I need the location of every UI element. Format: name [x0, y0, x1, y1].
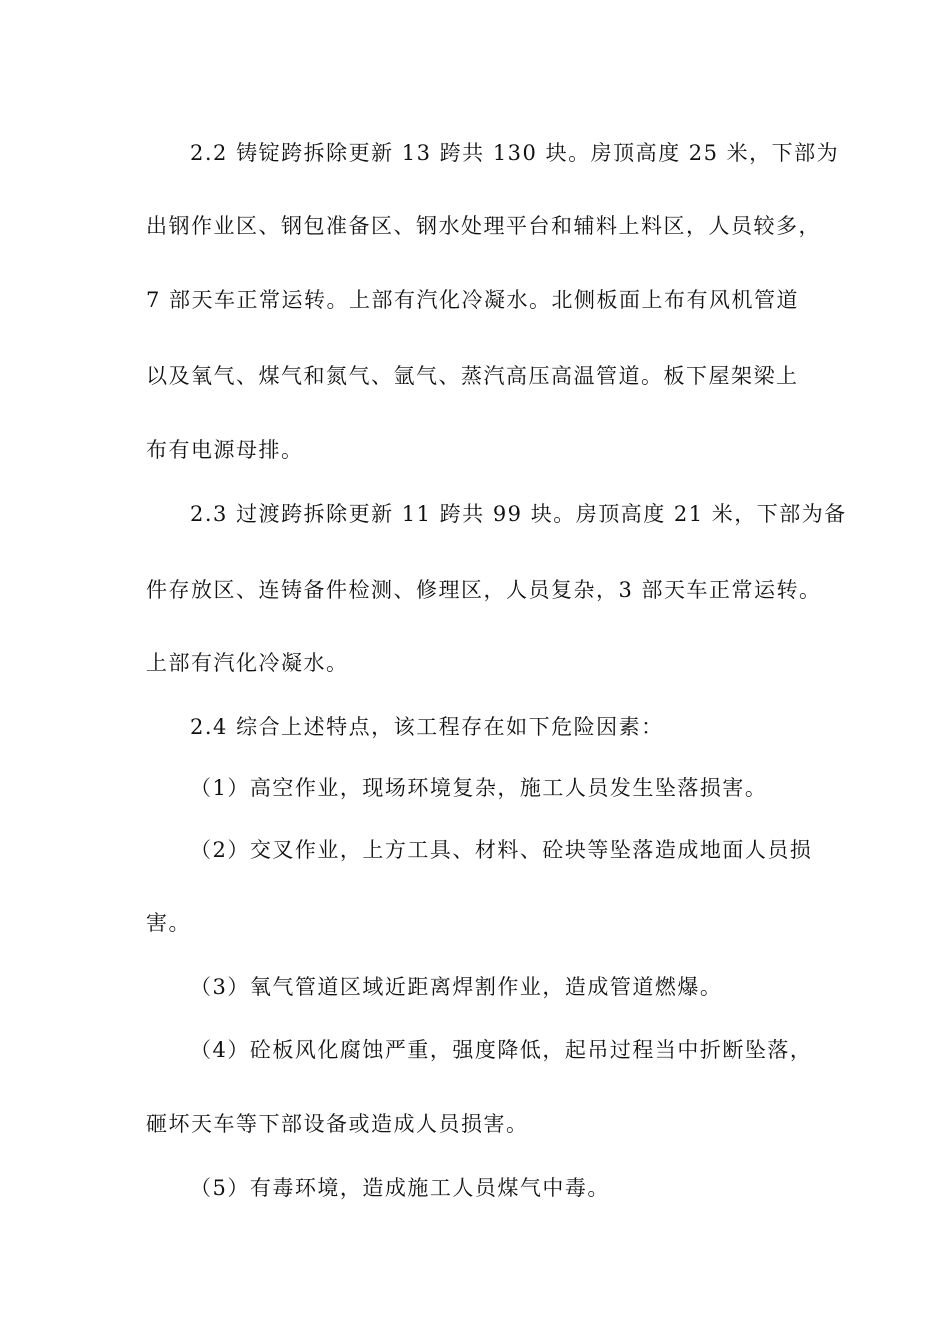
paragraph-2-2-line-3: 7 部天车正常运转。上部有汽化冷凝水。北侧板面上布有风机管道 — [146, 288, 800, 312]
hazard-item-2-line-2: 害。 — [146, 911, 191, 935]
hazard-item-2-line-1: （2）交叉作业，上方工具、材料、砼块等坠落造成地面人员损 — [190, 838, 813, 862]
paragraph-2-2-line-2: 出钢作业区、钢包准备区、钢水处理平台和辅料上料区，人员较多， — [146, 214, 821, 238]
hazard-item-4-line-2: 砸坏天车等下部设备或造成人员损害。 — [146, 1112, 529, 1136]
hazard-item-1: （1）高空作业，现场环境复杂，施工人员发生坠落损害。 — [190, 776, 768, 800]
hazard-item-4-line-1: （4）砼板风化腐蚀严重，强度降低，起吊过程当中折断坠落， — [190, 1038, 813, 1062]
paragraph-2-2-line-1: 2.2 铸锭跨拆除更新 13 跨共 130 块。房顶高度 25 米，下部为 — [190, 141, 840, 165]
hazard-item-5: （5）有毒环境，造成施工人员煤气中毒。 — [190, 1176, 610, 1200]
paragraph-2-2-line-4: 以及氧气、煤气和氮气、氩气、蒸汽高压高温管道。板下屋架梁上 — [146, 364, 799, 388]
paragraph-2-3-line-1: 2.3 过渡跨拆除更新 11 跨共 99 块。房顶高度 21 米，下部为备 — [190, 502, 847, 526]
paragraph-2-2-line-5: 布有电源母排。 — [146, 438, 304, 462]
paragraph-2-3-line-2: 件存放区、连铸备件检测、修理区，人员复杂，3 部天车正常运转。 — [146, 578, 822, 602]
paragraph-2-4-heading: 2.4 综合上述特点，该工程存在如下危险因素： — [190, 715, 664, 739]
hazard-item-3: （3）氧气管道区域近距离焊割作业，造成管道燃爆。 — [190, 975, 723, 999]
paragraph-2-3-line-3: 上部有汽化冷凝水。 — [146, 651, 349, 675]
